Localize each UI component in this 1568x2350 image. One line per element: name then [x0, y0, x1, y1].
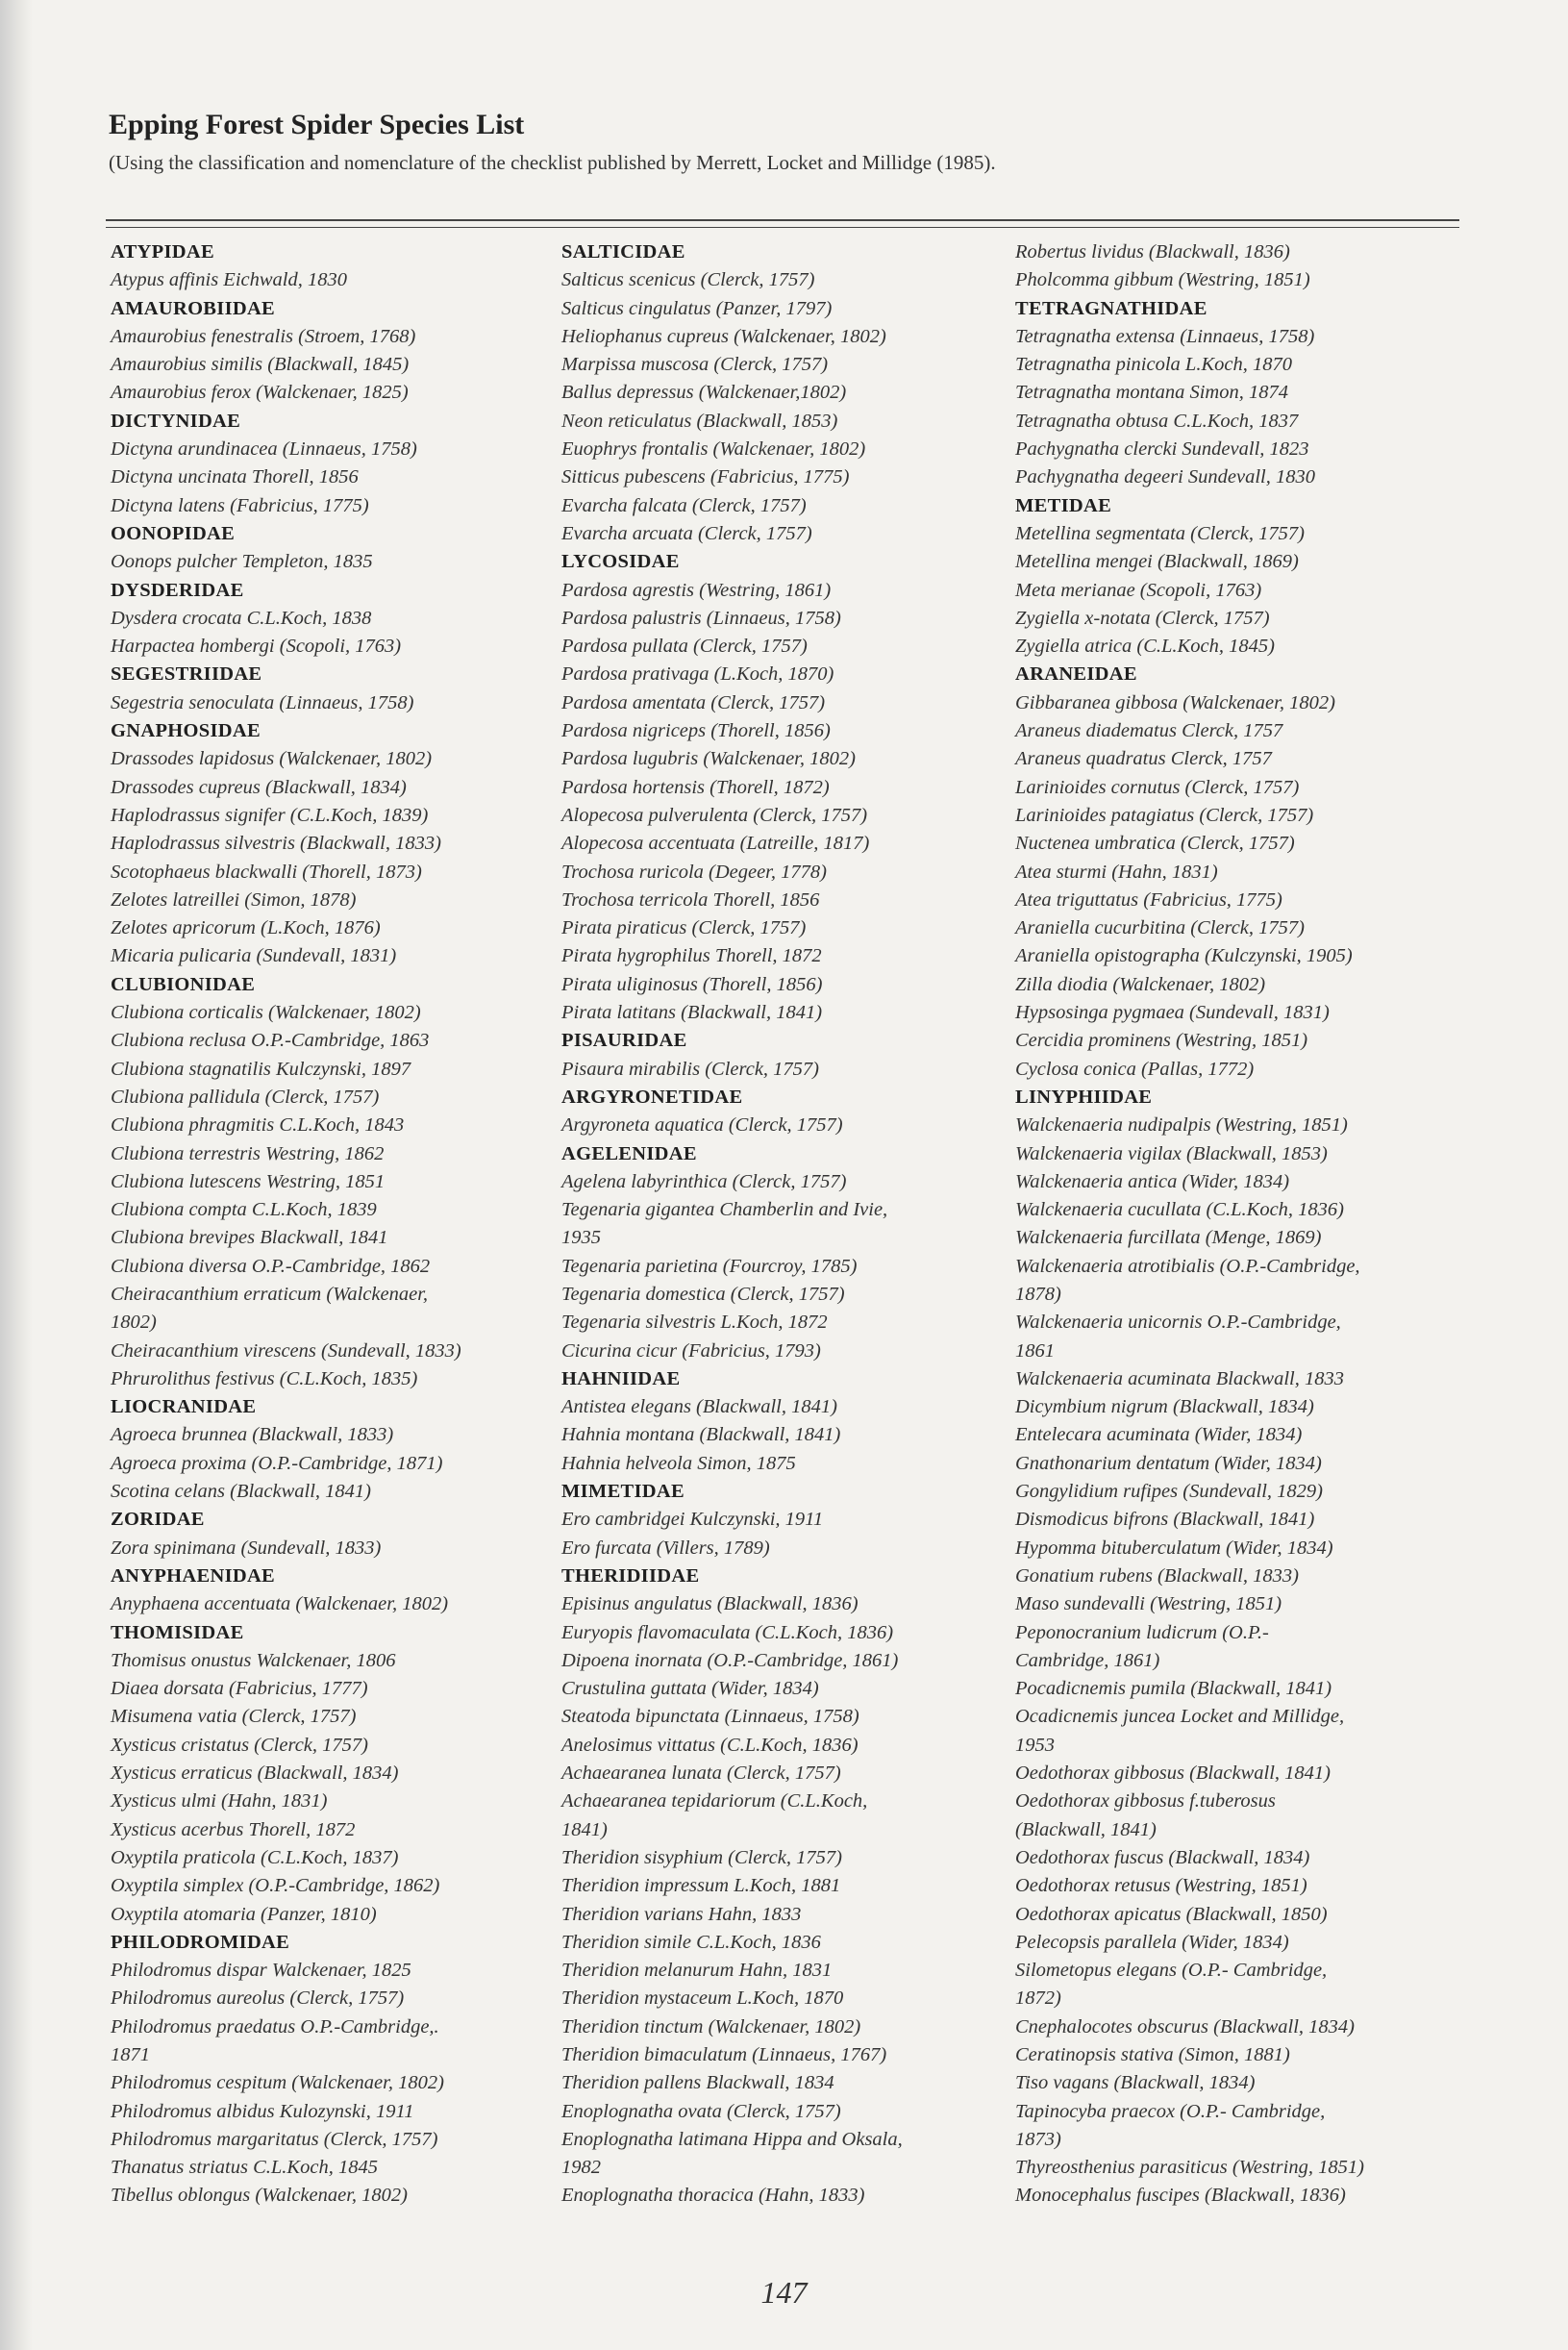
species-entry: Amaurobius ferox (Walckenaer, 1825): [111, 382, 409, 404]
species-entry: Metellina mengei (Blackwall, 1869): [1015, 551, 1299, 573]
species-entry: Larinioides cornutus (Clerck, 1757): [1015, 776, 1300, 798]
species-entry: (Blackwall, 1841): [1015, 1818, 1157, 1840]
species-entry: Dictyna latens (Fabricius, 1775): [111, 494, 369, 516]
species-entry: Ocadicnemis juncea Locket and Millidge,: [1015, 1706, 1345, 1728]
species-entry: Philodromus margaritatus (Clerck, 1757): [111, 2128, 438, 2150]
species-entry: Pirata latitans (Blackwall, 1841): [561, 1002, 823, 1024]
family-heading: AGELENIDAE: [561, 1142, 697, 1164]
species-entry: Hahnia montana (Blackwall, 1841): [561, 1424, 841, 1446]
species-entry: Theridion tinctum (Walckenaer, 1802): [561, 2015, 861, 2038]
species-entry: Xysticus acerbus Thorell, 1872: [111, 1818, 356, 1840]
family-heading: ARGYRONETIDAE: [561, 1086, 743, 1108]
species-entry: Tetragnatha extensa (Linnaeus, 1758): [1015, 325, 1315, 347]
species-entry: Pardosa amentata (Clerck, 1757): [561, 691, 826, 713]
species-entry: Theridion mystaceum L.Koch, 1870: [561, 1988, 844, 2010]
family-heading: CLUBIONIDAE: [111, 973, 256, 995]
species-entry: Oedothorax fuscus (Blackwall, 1834): [1015, 1846, 1310, 1868]
species-entry: Pardosa palustris (Linnaeus, 1758): [561, 607, 841, 629]
species-entry: Trochosa terricola Thorell, 1856: [561, 888, 820, 911]
family-heading: METIDAE: [1015, 494, 1112, 516]
species-entry: Larinioides patagiatus (Clerck, 1757): [1015, 804, 1314, 826]
species-entry: Clubiona stagnatilis Kulczynski, 1897: [111, 1058, 411, 1080]
species-entry: Pisaura mirabilis (Clerck, 1757): [561, 1058, 820, 1080]
species-entry: Entelecara acuminata (Wider, 1834): [1015, 1424, 1303, 1446]
species-entry: Pirata piraticus (Clerck, 1757): [561, 917, 807, 939]
species-entry: Philodromus cespitum (Walckenaer, 1802): [111, 2072, 444, 2094]
species-entry: Tetragnatha pinicola L.Koch, 1870: [1015, 354, 1292, 376]
family-heading: LINYPHIIDAE: [1015, 1086, 1153, 1108]
species-entry: 1802): [111, 1312, 157, 1334]
species-entry: Maso sundevalli (Westring, 1851): [1015, 1593, 1282, 1615]
family-heading: ANYPHAENIDAE: [111, 1564, 276, 1587]
family-heading: ATYPIDAE: [111, 241, 214, 262]
species-entry: Clubiona reclusa O.P.-Cambridge, 1863: [111, 1030, 430, 1052]
species-entry: Walckenaeria nudipalpis (Westring, 1851): [1015, 1114, 1348, 1137]
family-heading: SALTICIDAE: [561, 241, 685, 262]
species-entry: Philodromus dispar Walckenaer, 1825: [111, 1960, 411, 1982]
species-entry: Tetragnatha montana Simon, 1874: [1015, 382, 1288, 404]
page-number: 147: [760, 2275, 808, 2310]
species-entry: Salticus scenicus (Clerck, 1757): [561, 269, 815, 291]
species-entry: Monocephalus fuscipes (Blackwall, 1836): [1015, 2185, 1346, 2207]
species-entry: Zilla diodia (Walckenaer, 1802): [1015, 973, 1266, 995]
species-entry: Pardosa hortensis (Thorell, 1872): [561, 776, 830, 798]
species-entry: Clubiona pallidula (Clerck, 1757): [111, 1086, 380, 1108]
species-entry: Philodromus albidus Kulozynski, 1911: [111, 2100, 414, 2122]
family-heading: ZORIDAE: [111, 1509, 205, 1531]
species-entry: 1982: [561, 2157, 601, 2179]
family-heading: SEGESTRIIDAE: [111, 663, 262, 686]
species-entry: Sitticus pubescens (Fabricius, 1775): [561, 466, 850, 488]
species-entry: Clubiona compta C.L.Koch, 1839: [111, 1199, 377, 1221]
species-entry: Thyreosthenius parasiticus (Westring, 1851): [1015, 2157, 1364, 2179]
species-entry: 1873): [1015, 2128, 1061, 2150]
species-entry: Tegenaria gigantea Chamberlin and Ivie,: [561, 1199, 888, 1221]
family-heading: MIMETIDAE: [561, 1481, 684, 1503]
species-entry: Enoplognatha thoracica (Hahn, 1833): [561, 2185, 865, 2207]
species-entry: Tiso vagans (Blackwall, 1834): [1015, 2072, 1256, 2094]
species-entry: Tegenaria domestica (Clerck, 1757): [561, 1283, 845, 1305]
species-entry: Thanatus striatus C.L.Koch, 1845: [111, 2157, 378, 2179]
species-entry: Dipoena inornata (O.P.-Cambridge, 1861): [561, 1649, 899, 1671]
species-entry: Clubiona corticalis (Walckenaer, 1802): [111, 1002, 421, 1024]
species-entry: Meta merianae (Scopoli, 1763): [1015, 579, 1262, 601]
species-entry: Scotina celans (Blackwall, 1841): [111, 1481, 371, 1503]
family-heading: TETRAGNATHIDAE: [1015, 297, 1207, 319]
species-entry: Walckenaeria atrotibialis (O.P.-Cambridge,: [1015, 1255, 1360, 1277]
species-entry: Clubiona terrestris Westring, 1862: [111, 1142, 385, 1164]
species-entry: Crustulina guttata (Wider, 1834): [561, 1678, 819, 1700]
species-entry: Clubiona diversa O.P.-Cambridge, 1862: [111, 1255, 431, 1277]
species-entry: Tibellus oblongus (Walckenaer, 1802): [111, 2185, 409, 2207]
species-entry: Scotophaeus blackwalli (Thorell, 1873): [111, 861, 422, 883]
species-entry: Ero cambridgei Kulczynski, 1911: [561, 1509, 824, 1531]
species-entry: Drassodes cupreus (Blackwall, 1834): [111, 776, 407, 798]
species-entry: Oonops pulcher Templeton, 1835: [111, 551, 373, 573]
species-entry: Cercidia prominens (Westring, 1851): [1015, 1030, 1308, 1052]
species-entry: Philodromus aureolus (Clerck, 1757): [111, 1988, 405, 2010]
species-entry: Clubiona phragmitis C.L.Koch, 1843: [111, 1114, 405, 1137]
species-entry: Clubiona brevipes Blackwall, 1841: [111, 1227, 388, 1249]
species-entry: Steatoda bipunctata (Linnaeus, 1758): [561, 1706, 859, 1728]
species-entry: 1871: [111, 2044, 150, 2065]
species-entry: Cicurina cicur (Fabricius, 1793): [561, 1339, 821, 1362]
species-entry: Hahnia helveola Simon, 1875: [561, 1452, 796, 1474]
page-header: [109, 108, 1459, 177]
species-entry: 1878): [1015, 1283, 1061, 1305]
species-entry: Pirata hygrophilus Thorell, 1872: [561, 945, 822, 967]
species-entry: 1861: [1015, 1339, 1055, 1362]
family-heading: PISAURIDAE: [561, 1030, 687, 1052]
family-heading: THOMISIDAE: [111, 1621, 244, 1643]
family-heading: DICTYNIDAE: [111, 410, 241, 432]
species-entry: Achaearanea tepidariorum (C.L.Koch,: [561, 1790, 868, 1812]
species-entry: Micaria pulicaria (Sundevall, 1831): [111, 945, 397, 967]
species-entry: Pardosa pullata (Clerck, 1757): [561, 636, 808, 658]
species-entry: Araniella opistographa (Kulczynski, 1905): [1015, 945, 1353, 967]
species-entry: Pardosa lugubris (Walckenaer, 1802): [561, 748, 856, 770]
species-entry: Gibbaranea gibbosa (Walckenaer, 1802): [1015, 691, 1335, 713]
species-entry: Segestria senoculata (Linnaeus, 1758): [111, 691, 414, 713]
species-entry: Oedothorax apicatus (Blackwall, 1850): [1015, 1903, 1328, 1925]
species-entry: Cheiracanthium erraticum (Walckenaer,: [111, 1283, 429, 1305]
species-entry: Evarcha falcata (Clerck, 1757): [561, 494, 807, 516]
species-entry: Agelena labyrinthica (Clerck, 1757): [561, 1170, 847, 1192]
species-column-3: [1015, 238, 1467, 2211]
species-entry: Cheiracanthium virescens (Sundevall, 1833): [111, 1339, 461, 1362]
species-entry: Drassodes lapidosus (Walckenaer, 1802): [111, 748, 433, 770]
species-entry: Xysticus ulmi (Hahn, 1831): [111, 1790, 328, 1812]
header-rule: [106, 219, 1459, 228]
species-entry: Tegenaria silvestris L.Koch, 1872: [561, 1312, 828, 1334]
species-entry: Ero furcata (Villers, 1789): [561, 1537, 770, 1559]
species-entry: Araneus quadratus Clerck, 1757: [1015, 748, 1272, 770]
species-entry: Gonatium rubens (Blackwall, 1833): [1015, 1564, 1299, 1587]
species-entry: Silometopus elegans (O.P.- Cambridge,: [1015, 1960, 1328, 1982]
family-heading: HAHNIIDAE: [561, 1367, 681, 1389]
species-entry: Anelosimus vittatus (C.L.Koch, 1836): [561, 1734, 859, 1756]
species-entry: Pirata uliginosus (Thorell, 1856): [561, 973, 823, 995]
species-entry: Agroeca brunnea (Blackwall, 1833): [111, 1424, 394, 1446]
species-entry: Antistea elegans (Blackwall, 1841): [561, 1396, 837, 1418]
species-entry: Araneus diadematus Clerck, 1757: [1015, 720, 1283, 742]
species-entry: Evarcha arcuata (Clerck, 1757): [561, 522, 812, 544]
species-entry: Zelotes latreillei (Simon, 1878): [111, 888, 357, 911]
page-subtitle: (Using the classification and nomenclature of the checklist published by Merrett, Locket and Millidge (1985).: [109, 151, 996, 174]
species-entry: Haplodrassus silvestris (Blackwall, 1833): [111, 833, 441, 855]
species-entry: Pardosa nigriceps (Thorell, 1856): [561, 720, 831, 742]
species-entry: Alopecosa accentuata (Latreille, 1817): [561, 833, 870, 855]
species-entry: Atypus affinis Eichwald, 1830: [111, 269, 347, 291]
species-entry: Euophrys frontalis (Walckenaer, 1802): [561, 438, 866, 461]
species-entry: Theridion pallens Blackwall, 1834: [561, 2072, 834, 2094]
family-heading: ARANEIDAE: [1015, 663, 1137, 686]
species-entry: Clubiona lutescens Westring, 1851: [111, 1170, 386, 1192]
species-entry: Araniella cucurbitina (Clerck, 1757): [1015, 917, 1305, 939]
family-heading: LIOCRANIDAE: [111, 1396, 257, 1418]
species-entry: Episinus angulatus (Blackwall, 1836): [561, 1593, 859, 1615]
species-entry: Oxyptila praticola (C.L.Koch, 1837): [111, 1846, 399, 1868]
species-entry: Dictyna arundinacea (Linnaeus, 1758): [111, 438, 417, 461]
species-entry: Heliophanus cupreus (Walckenaer, 1802): [561, 325, 886, 347]
species-entry: Xysticus erraticus (Blackwall, 1834): [111, 1762, 399, 1785]
page-title: Epping Forest Spider Species List: [109, 109, 525, 140]
family-heading: LYCOSIDAE: [561, 551, 680, 573]
species-entry: Tegenaria parietina (Fourcroy, 1785): [561, 1255, 858, 1277]
species-entry: Metellina segmentata (Clerck, 1757): [1015, 522, 1305, 544]
species-entry: Oedothorax gibbosus (Blackwall, 1841): [1015, 1762, 1331, 1785]
species-entry: Zygiella atrica (C.L.Koch, 1845): [1015, 636, 1275, 658]
species-entry: Atea sturmi (Hahn, 1831): [1015, 861, 1218, 883]
family-heading: THERIDIIDAE: [561, 1564, 700, 1587]
species-entry: Oxyptila atomaria (Panzer, 1810): [111, 1903, 377, 1925]
species-entry: Phrurolithus festivus (C.L.Koch, 1835): [111, 1367, 418, 1389]
species-entry: Atea triguttatus (Fabricius, 1775): [1015, 888, 1282, 911]
species-entry: Amaurobius similis (Blackwall, 1845): [111, 354, 410, 376]
species-entry: Pelecopsis parallela (Wider, 1834): [1015, 1931, 1289, 1953]
species-entry: Ballus depressus (Walckenaer,1802): [561, 382, 847, 404]
species-entry: Gongylidium rufipes (Sundevall, 1829): [1015, 1481, 1323, 1503]
species-entry: Dicymbium nigrum (Blackwall, 1834): [1015, 1396, 1314, 1418]
species-entry: Walckenaeria antica (Wider, 1834): [1015, 1170, 1290, 1192]
family-heading: PHILODROMIDAE: [111, 1931, 290, 1953]
species-entry: Theridion simile C.L.Koch, 1836: [561, 1931, 821, 1953]
species-entry: Neon reticulatus (Blackwall, 1853): [561, 410, 838, 432]
species-entry: Harpactea hombergi (Scopoli, 1763): [111, 636, 402, 658]
species-entry: Walckenaeria unicornis O.P.-Cambridge,: [1015, 1312, 1341, 1334]
species-entry: Oxyptila simplex (O.P.-Cambridge, 1862): [111, 1875, 440, 1897]
species-entry: Agroeca proxima (O.P.-Cambridge, 1871): [111, 1452, 443, 1474]
species-entry: Dismodicus bifrons (Blackwall, 1841): [1015, 1509, 1315, 1531]
family-heading: DYSDERIDAE: [111, 579, 244, 601]
species-entry: Ceratinopsis stativa (Simon, 1881): [1015, 2044, 1290, 2065]
species-entry: Pardosa agrestis (Westring, 1861): [561, 579, 832, 601]
species-entry: Oedothorax retusus (Westring, 1851): [1015, 1875, 1307, 1897]
species-entry: Thomisus onustus Walckenaer, 1806: [111, 1649, 396, 1671]
species-entry: Nuctenea umbratica (Clerck, 1757): [1015, 833, 1295, 855]
species-entry: Zygiella x-notata (Clerck, 1757): [1015, 607, 1270, 629]
species-entry: Alopecosa pulverulenta (Clerck, 1757): [561, 804, 868, 826]
species-entry: Salticus cingulatus (Panzer, 1797): [561, 297, 833, 319]
family-heading: OONOPIDAE: [111, 522, 236, 544]
species-entry: Cambridge, 1861): [1015, 1649, 1160, 1671]
species-entry: Enoplognatha latimana Hippa and Oksala,: [561, 2128, 903, 2150]
species-entry: Theridion sisyphium (Clerck, 1757): [561, 1846, 842, 1868]
species-column-2: [561, 238, 999, 2211]
family-heading: AMAUROBIIDAE: [111, 297, 276, 319]
species-entry: Walckenaeria vigilax (Blackwall, 1853): [1015, 1142, 1328, 1164]
species-entry: Misumena vatia (Clerck, 1757): [111, 1706, 357, 1728]
species-entry: Pachygnatha degeeri Sundevall, 1830: [1015, 466, 1315, 488]
species-entry: 1872): [1015, 1988, 1061, 2010]
species-entry: Zelotes apricorum (L.Koch, 1876): [111, 917, 381, 939]
species-entry: Argyroneta aquatica (Clerck, 1757): [561, 1114, 843, 1137]
species-entry: Xysticus cristatus (Clerck, 1757): [111, 1734, 368, 1756]
species-entry: Walckenaeria acuminata Blackwall, 1833: [1015, 1367, 1344, 1389]
species-entry: Oedothorax gibbosus f.tuberosus: [1015, 1790, 1276, 1812]
species-entry: 1841): [561, 1818, 608, 1840]
species-entry: Zora spinimana (Sundevall, 1833): [111, 1537, 382, 1559]
species-entry: Pocadicnemis pumila (Blackwall, 1841): [1015, 1678, 1332, 1700]
species-entry: Hypomma bituberculatum (Wider, 1834): [1015, 1537, 1333, 1559]
species-entry: Marpissa muscosa (Clerck, 1757): [561, 354, 829, 376]
species-entry: Theridion impressum L.Koch, 1881: [561, 1875, 841, 1897]
species-entry: Dictyna uncinata Thorell, 1856: [111, 466, 359, 488]
species-entry: Theridion melanurum Hahn, 1831: [561, 1960, 833, 1982]
species-column-1: [111, 238, 548, 2211]
species-entry: 1953: [1015, 1734, 1055, 1756]
species-entry: Pachygnatha clercki Sundevall, 1823: [1015, 438, 1309, 461]
species-entry: Trochosa ruricola (Degeer, 1778): [561, 861, 827, 883]
species-entry: Amaurobius fenestralis (Stroem, 1768): [111, 325, 416, 347]
species-entry: Pardosa prativaga (L.Koch, 1870): [561, 663, 834, 686]
species-entry: Gnathonarium dentatum (Wider, 1834): [1015, 1452, 1322, 1474]
species-entry: Cnephalocotes obscurus (Blackwall, 1834): [1015, 2015, 1356, 2038]
species-entry: Robertus lividus (Blackwall, 1836): [1015, 241, 1290, 262]
species-entry: 1935: [561, 1227, 601, 1249]
species-entry: Anyphaena accentuata (Walckenaer, 1802): [111, 1593, 449, 1615]
species-entry: Hypsosinga pygmaea (Sundevall, 1831): [1015, 1002, 1330, 1024]
species-entry: Theridion varians Hahn, 1833: [561, 1903, 802, 1925]
page-gutter-shadow: [0, 0, 33, 2350]
family-heading: GNAPHOSIDAE: [111, 720, 261, 742]
species-entry: Dysdera crocata C.L.Koch, 1838: [111, 607, 372, 629]
species-entry: Pholcomma gibbum (Westring, 1851): [1015, 269, 1310, 291]
species-entry: Peponocranium ludicrum (O.P.-: [1015, 1621, 1269, 1643]
species-entry: Tetragnatha obtusa C.L.Koch, 1837: [1015, 410, 1299, 432]
species-entry: Tapinocyba praecox (O.P.- Cambridge,: [1015, 2100, 1326, 2122]
species-entry: Euryopis flavomaculata (C.L.Koch, 1836): [561, 1621, 894, 1643]
species-entry: Cyclosa conica (Pallas, 1772): [1015, 1058, 1255, 1080]
species-entry: Walckenaeria cucullata (C.L.Koch, 1836): [1015, 1199, 1344, 1221]
species-entry: Walckenaeria furcillata (Menge, 1869): [1015, 1227, 1322, 1249]
species-entry: Haplodrassus signifer (C.L.Koch, 1839): [111, 804, 429, 826]
species-entry: Theridion bimaculatum (Linnaeus, 1767): [561, 2044, 887, 2065]
species-entry: Enoplognatha ovata (Clerck, 1757): [561, 2100, 841, 2122]
species-entry: Achaearanea lunata (Clerck, 1757): [561, 1762, 841, 1785]
species-entry: Diaea dorsata (Fabricius, 1777): [111, 1678, 368, 1700]
species-entry: Philodromus praedatus O.P.-Cambridge,.: [111, 2015, 439, 2038]
